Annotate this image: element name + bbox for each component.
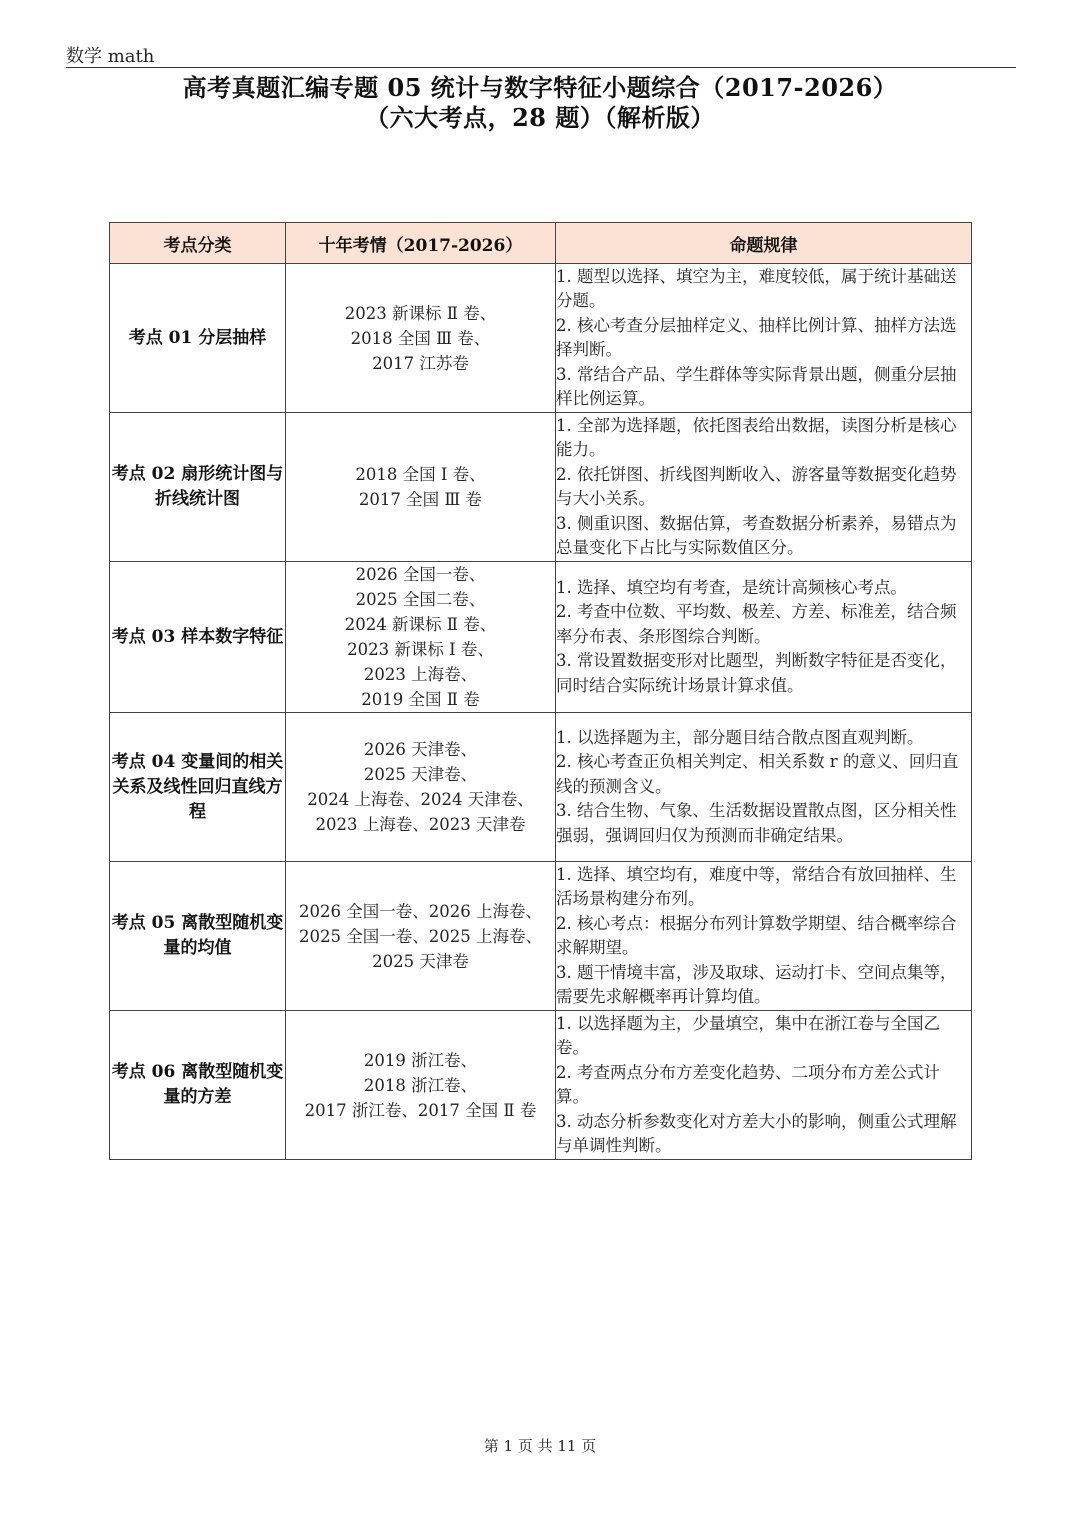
exam-rules-cell [556,413,972,562]
exam-year-entry: 2019 全国 Ⅱ 卷 [361,690,480,709]
exam-year-entry: 2026 全国一卷、2026 上海卷、 [299,901,542,921]
exam-year-entry: 2023 上海卷、 [363,665,478,684]
rule-item: 2. 核心考查正负相关判定、相关系数 r 的意义、回归直线的预测含义。 [556,752,959,796]
exam-rules-cell [556,713,972,862]
rule-item: 1. 选择、填空均有，难度中等，常结合有放回抽样、生活场景构建分布列。 [556,864,957,908]
table-row [110,562,972,713]
exam-point-category: 考点 06 离散型随机变量的方差 [110,1011,286,1160]
rule-item: 2. 核心考点：根据分布列计算数学期望、结合概率综合求解期望。 [556,913,957,957]
table-row [110,862,972,1011]
exam-years-cell [286,413,556,562]
header-label: 数学 math [66,46,155,67]
rule-item: 3. 动态分析参数变化对方差大小的影响，侧重公式理解与单调性判断。 [556,1111,957,1155]
exam-rules-cell [556,562,972,713]
exam-year-entry: 2023 上海卷、2023 天津卷 [315,815,526,834]
exam-year-entry: 2024 新课标 Ⅱ 卷、 [344,615,497,634]
exam-year-entry: 2024 上海卷、2024 天津卷、 [307,790,534,809]
exam-point-category: 考点 03 样本数字特征 [110,562,286,713]
rule-item: 1. 全部为选择题，依托图表给出数据，读图分析是核心能力。 [556,415,957,459]
exam-year-entry: 2023 新课标 Ⅱ 卷、 [344,303,497,323]
rule-item: 1. 选择、填空均有考查，是统计高频核心考点。 [556,577,907,597]
exam-years-cell [286,713,556,862]
exam-year-entry: 2019 浙江卷、 [363,1050,478,1070]
table-row [110,264,972,413]
rule-item: 1. 以选择题为主，部分题目结合散点图直观判断。 [556,727,924,747]
rule-item: 3. 常设置数据变形对比题型，判断数字特征是否变化，同时结合实际统计场景计算求值。 [556,651,957,695]
exam-years-cell [286,862,556,1011]
rule-item: 1. 以选择题为主，少量填空，集中在浙江卷与全国乙卷。 [556,1013,940,1057]
exam-year-entry: 2018 全国 Ⅲ 卷、 [350,328,491,348]
rule-item: 2. 考查两点分布方差变化趋势、二项分布方差公式计算。 [556,1062,940,1106]
table-row [110,413,972,562]
header-years: 十年考情（2017-2026） [286,223,556,264]
exam-year-entry: 2017 浙江卷、2017 全国 Ⅱ 卷 [304,1100,537,1120]
rule-item: 3. 题干情境丰富，涉及取球、运动打卡、空间点集等，需要先求解概率再计算均值。 [556,962,957,1006]
exam-point-category: 考点 05 离散型随机变量的均值 [110,862,286,1011]
document-title: 高考真题汇编专题 05 统计与数字特征小题综合（2017-2026） [182,73,898,102]
rule-item: 2. 考查中位数、平均数、极差、方差、标准差，结合频率分布表、条形图综合判断。 [556,602,957,646]
exam-year-entry: 2026 天津卷、 [363,740,478,759]
exam-years-cell [286,264,556,413]
exam-point-category: 考点 02 扇形统计图与折线统计图 [110,413,286,562]
table-header-row [110,223,972,264]
exam-year-entry: 2025 天津卷、 [363,765,478,784]
rule-item: 1. 题型以选择、填空为主，难度较低，属于统计基础送分题。 [556,266,957,310]
exam-rules-cell [556,264,972,413]
exam-year-entry: 2025 全国二卷、 [355,590,486,609]
rule-item: 2. 核心考查分层抽样定义、抽样比例计算、抽样方法选择判断。 [556,315,957,359]
exam-year-entry: 2017 全国 Ⅲ 卷 [358,490,483,509]
table-row [110,713,972,862]
rule-item: 3. 侧重识图、数据估算，考查数据分析素养，易错点为总量变化下占比与实际数值区分。 [556,513,957,557]
exam-year-entry: 2026 全国一卷、 [355,565,486,584]
rule-item: 2. 依托饼图、折线图判断收入、游客量等数据变化趋势与大小关系。 [556,464,957,508]
exam-years-cell [286,562,556,713]
rule-item: 3. 结合生物、气象、生活数据设置散点图，区分相关性强弱，强调回归仅为预测而非确定结果。 [556,801,957,845]
header-category: 考点分类 [110,223,286,264]
document-subtitle: （六大考点，28 题）（解析版） [365,103,715,132]
exam-rules-cell [556,862,972,1011]
table-row [110,1011,972,1160]
exam-point-category: 考点 04 变量间的相关关系及线性回归直线方程 [110,713,286,862]
exam-year-entry: 2023 新课标 Ⅰ 卷、 [347,640,494,659]
rule-item: 3. 常结合产品、学生群体等实际背景出题，侧重分层抽样比例运算。 [556,364,957,408]
exam-rules-cell [556,1011,972,1160]
exam-years-cell [286,1011,556,1160]
header-divider [66,67,1016,68]
exam-year-entry: 2018 全国 Ⅰ 卷、 [355,465,486,484]
exam-year-entry: 2025 全国一卷、2025 上海卷、 [299,926,542,946]
exam-point-category: 考点 01 分层抽样 [110,264,286,413]
exam-year-entry: 2025 天津卷 [372,951,469,971]
exam-year-entry: 2018 浙江卷、 [363,1075,478,1095]
exam-year-entry: 2017 江苏卷 [372,353,469,373]
exam-points-table [109,222,972,1160]
page-number: 第 1 页 共 11 页 [483,1437,597,1455]
header-rules: 命题规律 [556,223,972,264]
